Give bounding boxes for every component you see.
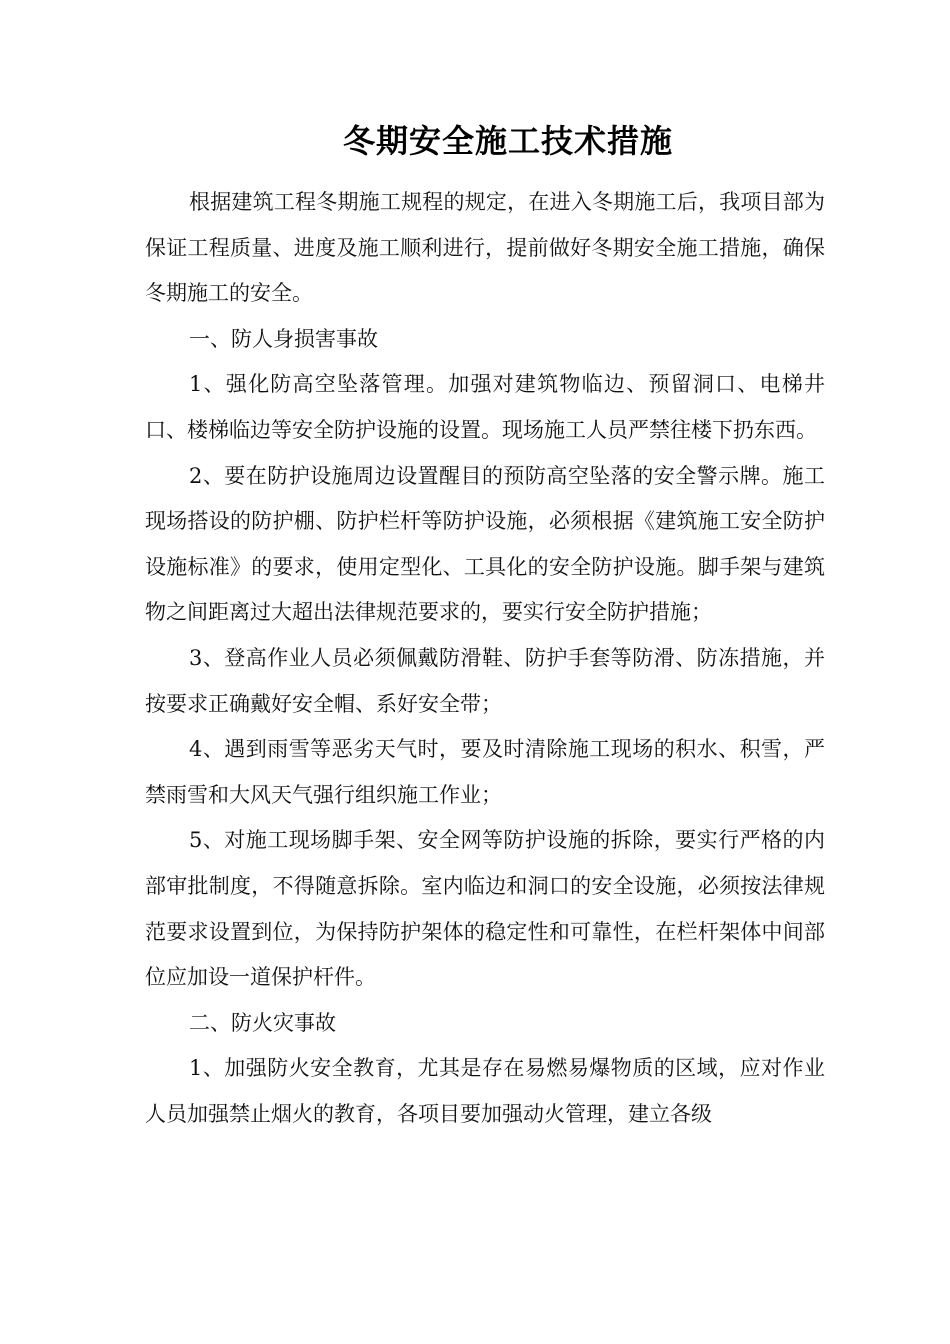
paragraph-intro: 根据建筑工程冬期施工规程的规定，在进入冬期施工后，我项目部为保证工程质量、进度及施工顺利进行，提前做好冬期安全施工措施，确保冬期施工的安全。: [145, 190, 825, 306]
section-heading-fire: 二、防火灾事故: [189, 1010, 336, 1035]
paragraph-item-5: 5、对施工现场脚手架、安全网等防护设施的拆除，要实行严格的内部审批制度，不得随意拆除。室内临边和洞口的安全设施，必须按法律规范要求设置到位，为保持防护架体的稳定性和可靠性，在栏杆架体中间部位应加设一道保护杆件。: [145, 828, 825, 990]
paragraph-item-3: 3、登高作业人员必须佩戴防滑鞋、防护手套等防滑、防冻措施，并按要求正确戴好安全帽、系好安全带；: [145, 645, 825, 716]
section-heading-personal-injury: 一、防人身损害事故: [189, 326, 378, 351]
paragraph-fire-item-1: 1、加强防火安全教育，尤其是存在易燃易爆物质的区域，应对作业人员加强禁止烟火的教育，各项目要加强动火管理，建立各级: [145, 1056, 825, 1126]
paragraph-item-2: 2、要在防护设施周边设置醒目的预防高空坠落的安全警示牌。施工现场搭设的防护棚、防护栏杆等防护设施，必须根据《建筑施工安全防护设施标准》的要求，使用定型化、工具化的安全防护设施。脚手架与建筑物之间距离过大超出法律规范要求的，要实行安全防护措施；: [145, 463, 825, 625]
document-title: 冬期安全施工技术措施: [342, 122, 673, 160]
paragraph-item-1: 1、强化防高空坠落管理。加强对建筑物临边、预留洞口、电梯井口、楼梯临边等安全防护设施的设置。现场施工人员严禁往楼下扔东西。: [145, 372, 825, 442]
paragraph-item-4: 4、遇到雨雪等恶劣天气时，要及时清除施工现场的积水、积雪，严禁雨雪和大风天气强行组织施工作业；: [145, 737, 825, 807]
document-body: [145, 180, 825, 1137]
